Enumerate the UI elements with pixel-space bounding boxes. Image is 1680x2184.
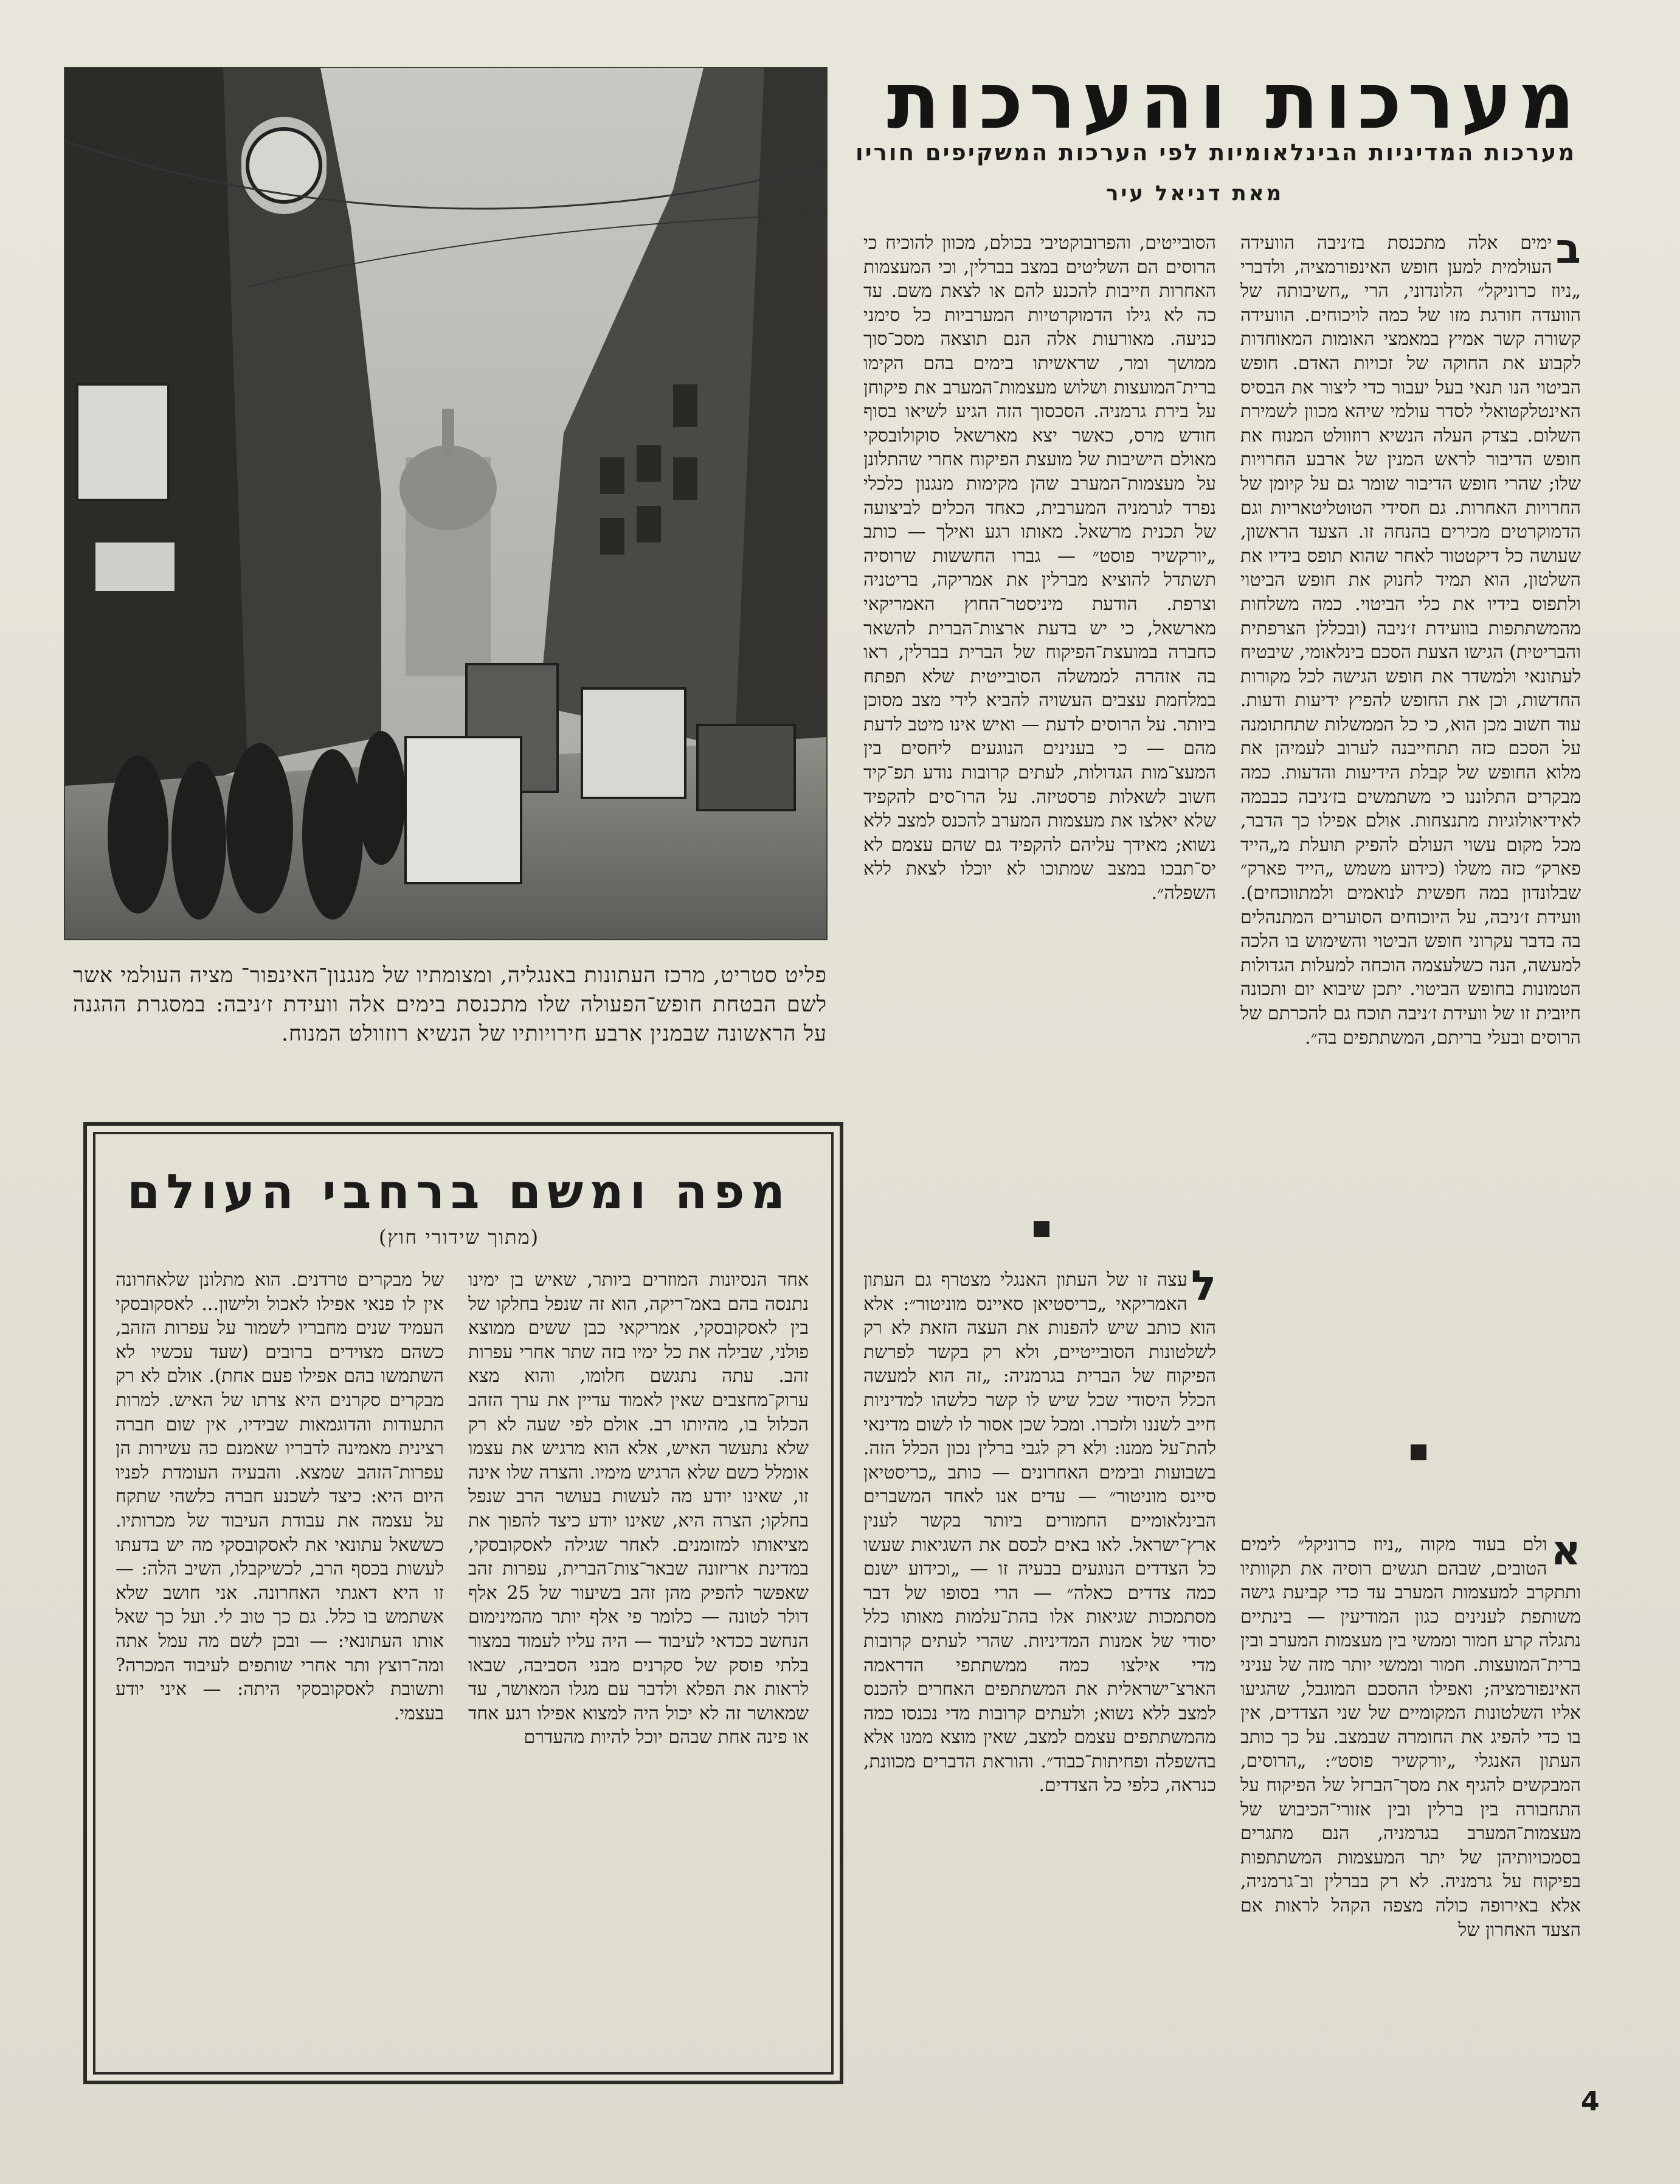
article-column-2 [863, 231, 1216, 1222]
photo-caption: פליט סטריט, מרכז העתונות באנגליה, ומצומתיו של מנגנון־האינפור־ מציה העולמי אשר לשם הבטחת חופש־הפעולה שלו מתכנסת בימים אלה וועידת ז׳ניבה: במסגרת ההגנה על הראשונה שבמנין ארבע חירויותיו של הנשיא רוזוולט המנוח. [73, 963, 827, 1046]
sidebar-column-left-text: של מבקרים טרדנים. הוא מתלונן שלאחרונה אין לו פנאי אפילו לאכול ולישון... לאסקובסקי העמיד שנים מחבריו לשמור על עפרות הזהב, כשהם מצוידים ברובים (שעד עכשיו לא השתמשו בהם אפילו פעם אחת). אולם לא רק מבקרים סקרנים היא צרתו של האיש. למרות התעודות והדוגמאות שבידיו, אין שום חברה רצינית מאמינה לדבריו שאמנם כה עשירות הן עפרות־הזהב שמצא. והבעיה העומדת לפניו היום היא: כיצד לשכנע חברה כלשהי שתקח על עצמה את עבודת העיבוד של מכרותיו. כששאל עתונאי את לאסקובסקי מה יש בדעתו לעשות בכסף הרב, לכשיקבלו, השיב הלה: — זו היא דאגתי האחרונה. אני חושב שלא אשתמש בו כלל. גם כך טוב לי. ועל כך שאל אותו העתונאי: — ובכן לשם מה עמל אתה ומה־רוצץ ותר אחרי שותפים לעיבוד המכרה? ותשובת לאסקובסקי היתה: — איני יודע בעצמי. [116, 1269, 444, 1724]
sidebar-column-right [468, 1268, 809, 2053]
article-column-1 [1240, 231, 1581, 1247]
article-column-1-text: ימים אלה מתכנסת בז׳ניבה הוועידה העולמית למען חופש האינפורמציה, ולדברי „ניוז כרוניקל״ הלונדוני, הרי „חשיבותה של הוועדה חורגת מזו של כמה לויכוחים. הוועידה קשורה קשר אמיץ במאמצי האומות המאוחדות לקבוע את החוקה של זכויות האדם. חופש הביטוי הנו תנאי בעל יעבור כדי ליצור את הבסיס האינטלקטואלי לסדר עולמי שיהא מכוון לשמירת השלום. בצדק העלה הנשיא רוזוולט המנוח את חופש הדיבור לראש המנין של ארבע החרויות שלו; שהרי חופש הדיבור שומר גם על קיומן של החרויות האחרות. גם חסידי הטוטליטאריות וגם הדמוקרטים מכירים בהנחה זו. הצעד הראשון, שעושה כל דיקטטור לאחר שהוא תופס בידיו את השלטון, הוא תמיד לחנוק את חופש הביטוי ולתפוס בידיו את כלי הביטוי. כמה משלחות מהמשתתפות בוועידת ז׳ניבה (ובכללן הצרפתית והבריטית) הגישו הצעת הסכם בינלאומי, שיבטיח לעתונאי ולמשדר את חופש הגישה לכל מקורות החדשות, וכן את החופש להפיץ ידיעות ודעות. עוד חשוב מכן הוא, כי כל הממשלות שתחתומנה על הסכם כזה תתחייבנה לערוב לעמיהן את מלוא החופש של קבלת הידיעות והדעות. כמה מבקרים התלוננו כי משתמשים בז׳ניבה כבבמה לאידיאולוגיות מתנצחות. אולם אפילו כך הדבר, מכל מקום עשוי העולם להפיק תועלת מ„הייד פארק״ כזה משלו (כידוע משמש „הייד פארק״ שבלונדון במה חפשית לנואמים ולמתווכחים). וועידת ז׳ניבה, על היוכוחים הסוערים המתנהלים בה בדבר עקרוני חופש הביטוי והשימוש בו הלכה למעשה, הנה כשלעצמה הוכחה למעלות הגדולות הטמונות בחופש הביטוי. יתכן שיבוא יום ותכונה חיובית זו של וועידת ז׳ניבה תוכח גם להכרתם של הרוסים ובעלי בריתם, המשתתפים בה״. [1240, 232, 1581, 1049]
section-divider-square [1034, 1221, 1049, 1237]
sidebar-box-subtitle: (מתוך שידורי חוץ) [378, 1225, 540, 1249]
sidebar-column-right-text: אחד הנסיונות המוזרים ביותר, שאיש בן ימינו נתנסה בהם באמ־ריקה, הוא זה שנפל בחלקו של בין לאסקובסקי, אמריקאי כבן ששים ממוצא פולני, שבילה את כל ימיו בזה שתר אחרי עפרות זהב. עתה נתגשם חלומו, והוא מצא ערוק־מחצבים שאין לאמוד עדיין את ערך הזהב הכלול בו, מהיותו רב. אולם לפי שעה לא רק שלא נתעשר האיש, אלא הוא מרגיש את עצמו אומלל כשם שלא הרגיש מימיו. והצרה שלו אינה זו, שאינו יודע מה לעשות בעושר הרב שנפל בחלקו; הצרה היא, שאינו יודע כיצד להפוך את מציאותו למזומנים. לאחר שגילה לאסקובסקי, במדינת אריזונה שבאר־צות־הברית, עפרות זהב שאפשר להפיק מהן זהב בשיעור של 25 אלף דולר לטונה — כלומר פי אלף יותר מהמינימום הנחשב ככדאי לעיבוד — היה עליו לעמוד במצור בלתי פוסק של סקרנים מבני הסביבה, שבאו לראות את הפלא ולדבר עם מגלו המאושר, עד שמאושר זה לא יכול היה למצוא אפילו רגע אחד או פינה אחת שבהם יוכל להיות מהעדרם [468, 1269, 809, 1749]
photo-illustration [65, 68, 826, 939]
page-number: 4 [1581, 2086, 1600, 2117]
fleet-street-photo [64, 67, 828, 940]
article-column-2-text: הסובייטים, והפרובוקטיבי בכולם, מכוון להוכיח כי הרוסים הם השליטים במצב בברלין, וכי המעצמות האחרות חייבות להכנע להם או לצאת משם. עד כה לא גילו הדמוקרטיות המערביות כל סימני כניעה. מאורעות אלה הנם תוצאה מסכ־סוך ממושך ומר, שראשיתו בימים בהם הקימו ברית־המועצות ושלוש מעצמות־המערב את פיקוחן על בירת גרמניה. הסכסוך הזה הגיע לשיאו בסוף חודש מרס, כאשר יצא מארשאל סוקולובסקי מאולם הישיבות של מועצת הפיקוח אחרי שהתלונן על מעצמות־המערב שהן מקימות מנגנון כלכלי נפרד לגרמניה המערבית, כאחד הכלים לביצועה של תכנית מרשאל. מאותו רגע ואילך — כותב „יורקשיר פוסט״ — גברו החששות שרוסיה תשתדל להוציא מברלין את אמריקה, בריטניה וצרפת. הודעת מיניסטר־החוץ האמריקאי מארשאל, כי יש בדעת ארצות־הברית להשאר כחברה במועצת־הפיקוח של הברית בברלין, ראו בה אזהרה לממשלה הסובייטית שלא תפתח במלחמת עצבים העשויה להביא לידי מצב מסוכן ביותר. על הרוסים לדעת — ואיש אינו מיטב לדעת מהם — כי בענינים הנוגעים ליחסים בין המעצ־מות הגדולות, לעתים קרובות נודע תפ־קיד חשוב לשאלות פרסטיזה. על הרו־סים להקפיד שלא יאלצו את מעצמות המערב להכנס למצב ללא נשוא; מאידך עליהם להקפיד גם שהם עצמם לא יס־תבכו במצב שמתוכו לא יוכלו לצאת ללא השפלה״. [863, 232, 1216, 904]
article-column-2b [863, 1268, 1216, 2071]
article-column-1b [1240, 1533, 1581, 2068]
dropcap: ל [1191, 1268, 1216, 1310]
article-column-2b-text: עצה זו של העתון האנגלי מצטרף גם העתון האמריקאי „כריסטיאן סאיינס מוניטור״: אלא הוא כותב שיש להפנות את העצה הזאת לא רק לשלטונות הסובייטיים, ולא רק בקשר לפרשת הפיקוח של הברית בגרמניה: „זה הוא למעשה הכלל היסודי שכל שיש לו קשר כלשהו למדיניות חייב לשננו ולזכרו. ומכל שכן אסור לו לשום מדינאי להת־על ממנו: ולא רק לגבי ברלין נכון הכלל הזה. בשבועות ובימים האחרונים — כותב „כריסטיאן סיינס מוניטור״ — עדים אנו לאחד המשברים הבינלאומיים החמורים ביותר בקשר לענין ארץ־ישראל. לאו באים לכסם את השגיאות שעשו כל הצדדים הנוגעים בבעיה זו — „וכידוע ישנם כמה צדדים כאלה״ — הרי בסופו של דבר מסתמכות שגיאות אלו בהת־עלמות מאותו כלל יסודי של אמנות המדיניות. שהרי לעתים קרובות מדי אילצו כמה ממשתתפי הדראמה הארצ־ישראלית את המשתתפים האחרים להכנס למצב ללא נשוא; ולעתים קרובות מדי נכנסו כמה מהמשתתפים עצמם למצב, שאין מוצא ממנו אלא בהשפלה ופחיתות־כבוד״. והוראת הדברים מכוונת, כנראה, כלפי כל הצדדים. [863, 1269, 1216, 1797]
article-column-1b-text: ולם בעוד מקוה „ניוז כרוניקל״ לימים הטובים, שבהם תגשים רוסיה את תקוותיו ותתקרב למעצמות המערב עד כדי קביעת גישה משותפת לענינים כגון המודיעין — בינתיים נתגלה קרע חמור וממשי בין מעצמות המערב ובין ברית־המועצות. חמור וממשי יותר מזה של עניני האינפורמציה; ואפילו ההסכם המוגבל, שהגיעו אליו השלטונות המקומיים של שני הצדדים, אין בו כדי להפיג את החומרה שבמצב. על כך כותב העתון האנגלי „יורקשיר פוסט״: „הרוסים, המבקשים להגיף את מסך־הברזל של הפיקוח על התחבורה בין ברלין ובין אזורי־הכיבוש של מעצמות־המערב בגרמניה, הנם מתגרים בסמכויותיהן של יתר המעצמות המשתתפות בפיקוח על גרמניה. לא רק בברלין וב־גרמניה, אלא באירופה כולה מצפה הקהל לראות אם הצעד האחרון של [1240, 1534, 1581, 1941]
dropcap: א [1550, 1533, 1581, 1575]
byline: מאת דניאל עיר [1105, 181, 1284, 206]
section-divider-square [1411, 1444, 1426, 1460]
dropcap: ב [1555, 231, 1581, 273]
sidebar-box-title: מפה ומשם ברחבי העולם [127, 1165, 791, 1219]
headline: מערכות והערכות [887, 56, 1581, 147]
subheadline: מערכות המדיניות הבינלאומיות לפי הערכות המשקיפים חוריו [856, 139, 1576, 165]
sidebar-column-left [116, 1268, 444, 2053]
